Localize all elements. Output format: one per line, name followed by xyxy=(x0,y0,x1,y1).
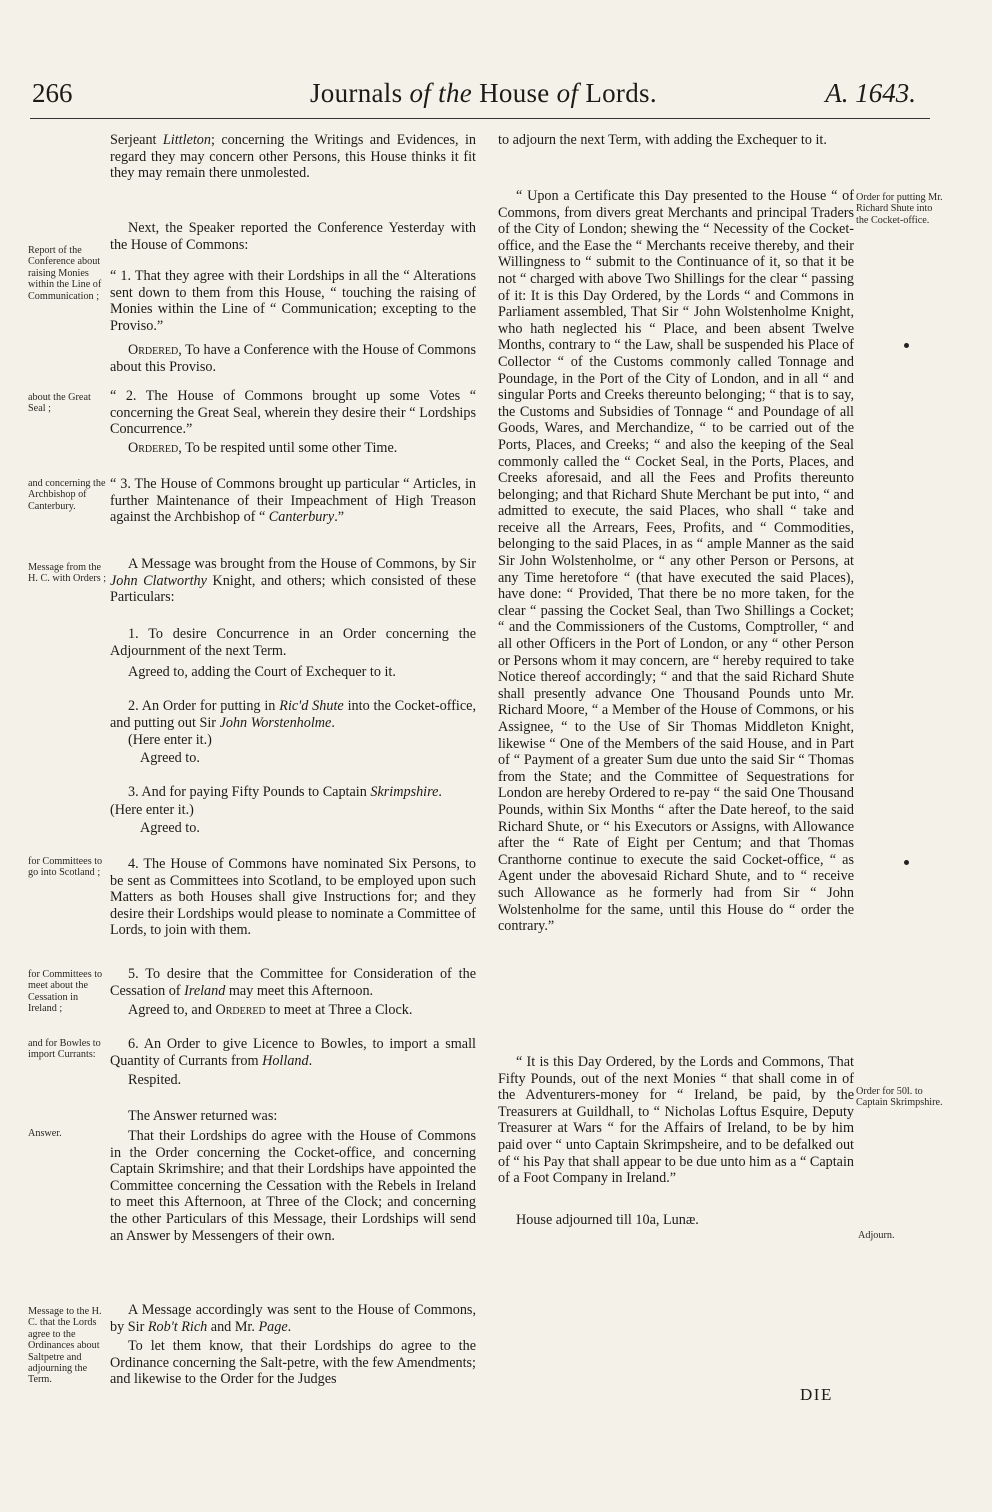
page-year: A. 1643. xyxy=(825,78,916,108)
paragraph: The Answer returned was: xyxy=(128,1108,278,1124)
paragraph: 5. To desire that the Committee for Consideration of the Cessation of Ireland may meet this Afternoon. xyxy=(110,966,476,999)
header-rule xyxy=(30,118,930,119)
paragraph: (Here enter it.) xyxy=(128,732,212,748)
margin-note: Message from the H. C. with Orders ; xyxy=(28,562,107,585)
margin-note: about the Great Seal ; xyxy=(28,392,91,415)
paragraph: A Message was brought from the House of Commons, by Sir John Clatworthy Knight, and others; which consisted of these Particulars: xyxy=(110,556,476,606)
paragraph: to adjourn the next Term, with adding the Exchequer to it. xyxy=(498,132,827,148)
margin-note: Order for 50l. to Captain Skrimpshire. xyxy=(856,1086,943,1109)
page-title xyxy=(310,78,657,109)
paragraph: “ Upon a Certificate this Day presented to the House “ of Commons, from divers great Merchants and principal Traders of the City of London; shewing the “ Necessity of the Cocket-office, and the Ease the “ Merchants receive thereby, and their Willingness to “ submit to the Continuance of it, so that it be not “ charged with above Two Shillings for the clear “ passing of it: It is this Day Ordered, by the Lords “ and Commons in Parliament assembled, That Sir “ John Wolstenholme Knight, who hath neglected his “ Place, and been absent Twelve Months, contrary to “ the Law, shall be suspended his Place of Collector “ of the Customs commonly called Tonnage and Poundage, in the Port of the City of London, and in all “ and singular Ports and Creeks thereunto belonging; “ that is to say, the Customs and Subsidies of Tonnage “ and Poundage of all Goods, Wares, and Merchandize, “ to be carried out of the Ports, Places, and Creeks; “ and also the keeping of the Seal commonly called the “ Cocket Seal, in the Ports, Places, and Creeks aforesaid, and all the Fees and Profits thereunto belonging; and that Richard Shute Merchant be put into, “ and admitted to execute, the said Places, who shall “ take and receive all the Arrears, Fees, Profits, and “ Commodities, belonging to the said Places, in as “ ample Manner as the said Sir John Wolstenholme, or “ any other Person or Persons, at any Time heretofore “ (that have executed the said Places), have done: “ Provided, That there be no more taken, for the clear “ passing the Cocket Seal, than Two Shillings a Cocket; “ and the Commissioners of the Customs, Comptroller, “ and all other Officers in the Port of London, or any “ other Person or Persons whom it may concern, are “ hereby required to take Notice thereof accordingly; “ and that the said Richard Shute shall presently advance One Thousand Pounds unto Mr. Richard Moore, “ a Member of the House of Commons, or his Assignee, “ to the Use of Sir Thomas Middleton Knight, likewise “ One of the Members of the said House, and in Part of “ Payment of a greater Sum due unto the said Sir “ Thomas from the State; and the Committee of Sequestrations for London are hereby Ordered to re-pay “ the said One Thousand Pounds, within Six Months “ after the Date hereof, to the said Richard Shute, or “ his Executors or Assigns, with Allowance after the “ Rate of Eight per Centum; and that Thomas Cranthorne continue to execute the said Cocket-office, “ as Agent under the abovesaid Richard Shute, and to “ receive such Allowance as he formerly had from Sir “ John Wolstenholme for the same, until this House do “ order the contrary.” xyxy=(498,188,854,935)
paragraph: Respited. xyxy=(128,1072,182,1088)
paragraph: Ordered, To have a Conference with the House of Commons about this Proviso. xyxy=(110,342,476,375)
paragraph: “ 3. The House of Commons brought up particular “ Articles, in further Maintenance of their Impeachment of High Treason against the Archbishop of “ Canterbury.” xyxy=(110,476,476,526)
paragraph: Ordered, To be respited until some other Time. xyxy=(128,440,398,456)
paragraph: “ It is this Day Ordered, by the Lords and Commons, That Fifty Pounds, out of the next Monies “ that shall come in of the Adventurers-money for “ Ireland, be paid, by the Treasurers at Guildhall, to “ Nicholas Loftus Esquire, Deputy Treasurer at Wars “ for the Affairs of Ireland, to be by him paid over “ unto Captain Skrimpsheire, and to be defalked out of “ his Pay that shall appear to be due unto him as a “ Captain of a Foot Company in Ireland.” xyxy=(498,1054,854,1187)
paragraph: 3. And for paying Fifty Pounds to Captain Skrimpshire. xyxy=(128,784,442,800)
margin-note: Report of the Conference about raising Monies within the Line of Communication ; xyxy=(28,245,102,302)
title-word: House xyxy=(479,78,550,108)
paragraph: “ 2. The House of Commons brought up some Votes “ concerning the Great Seal, wherein they desire their “ Lordships Concurrence.” xyxy=(110,388,476,438)
paragraph: 6. An Order to give Licence to Bowles, to import a small Quantity of Currants from Holland. xyxy=(110,1036,476,1069)
title-word: Journals xyxy=(310,78,403,108)
paragraph: (Here enter it.) xyxy=(110,802,194,818)
margin-note: and for Bowles to import Currants: xyxy=(28,1038,101,1061)
paragraph: Agreed to, adding the Court of Exchequer to it. xyxy=(128,664,396,680)
ink-dot xyxy=(904,860,909,865)
title-word: of xyxy=(556,78,579,108)
margin-note: Order for putting Mr. Richard Shute into the Cocket-office. xyxy=(856,192,943,226)
margin-note: and concerning the Archbishop of Canterbury. xyxy=(28,478,106,512)
paragraph: Agreed to. xyxy=(140,750,200,766)
margin-note: Adjourn. xyxy=(858,1230,895,1241)
paragraph: Agreed to. xyxy=(140,820,200,836)
page-number: 266 xyxy=(32,78,73,108)
paragraph: Next, the Speaker reported the Conference Yesterday with the House of Commons: xyxy=(110,220,476,253)
margin-note: Message to the H. C. that the Lords agree to the Ordinances about Saltpetre and adjourning the Term. xyxy=(28,1306,102,1386)
margin-note: for Committees to meet about the Cessation in Ireland ; xyxy=(28,969,103,1015)
paragraph: That their Lordships do agree with the House of Commons in the Order concerning the Cocket-office, and concerning Captain Skrimshire; and that their Lordships have appointed the Committee concerning the Cessation with the Rebels in Ireland to meet this Afternoon, at Three of the Clock; and concerning the other Particulars of this Message, their Lordships will send an Answer by Messengers of their own. xyxy=(110,1128,476,1244)
paragraph: A Message accordingly was sent to the House of Commons, by Sir Rob't Rich and Mr. Page. xyxy=(110,1302,476,1335)
ink-dot xyxy=(904,343,909,348)
paragraph: House adjourned till 10a, Lunæ. xyxy=(516,1212,699,1228)
margin-note: Answer. xyxy=(28,1128,62,1139)
title-word: the xyxy=(438,78,473,108)
paragraph: 4. The House of Commons have nominated Six Persons, to be sent as Committees into Scotland, to be employed upon such Matters as both Houses shall give Instructions for; and they desire their Lordships would please to nominate a Committee of Lords, to join with them. xyxy=(110,856,476,939)
running-header xyxy=(0,78,992,118)
paragraph: To let them know, that their Lordships do agree to the Ordinance concerning the Salt-petre, with the few Amendments; and likewise to the Order for the Judges xyxy=(110,1338,476,1388)
title-word: Lords. xyxy=(585,78,657,108)
paragraph: “ 1. That they agree with their Lordships in all the “ Alterations sent down to them from this House, “ touching the raising of Monies within the Line of “ Communication; excepting to the Proviso.” xyxy=(110,268,476,334)
title-word: of xyxy=(409,78,432,108)
paragraph: 2. An Order for putting in Ric'd Shute into the Cocket-office, and putting out Sir John Worstenholme. xyxy=(110,698,477,731)
margin-note: for Committees to go into Scotland ; xyxy=(28,856,103,879)
paragraph: Serjeant Littleton; concerning the Writings and Evidences, in regard they may concern other Persons, this House thinks it fit they may remain there unmolested. xyxy=(110,132,476,182)
catchword: DIE xyxy=(800,1385,833,1404)
paragraph: Agreed to, and Ordered to meet at Three a Clock. xyxy=(128,1002,413,1018)
paragraph: 1. To desire Concurrence in an Order concerning the Adjournment of the next Term. xyxy=(110,626,476,659)
